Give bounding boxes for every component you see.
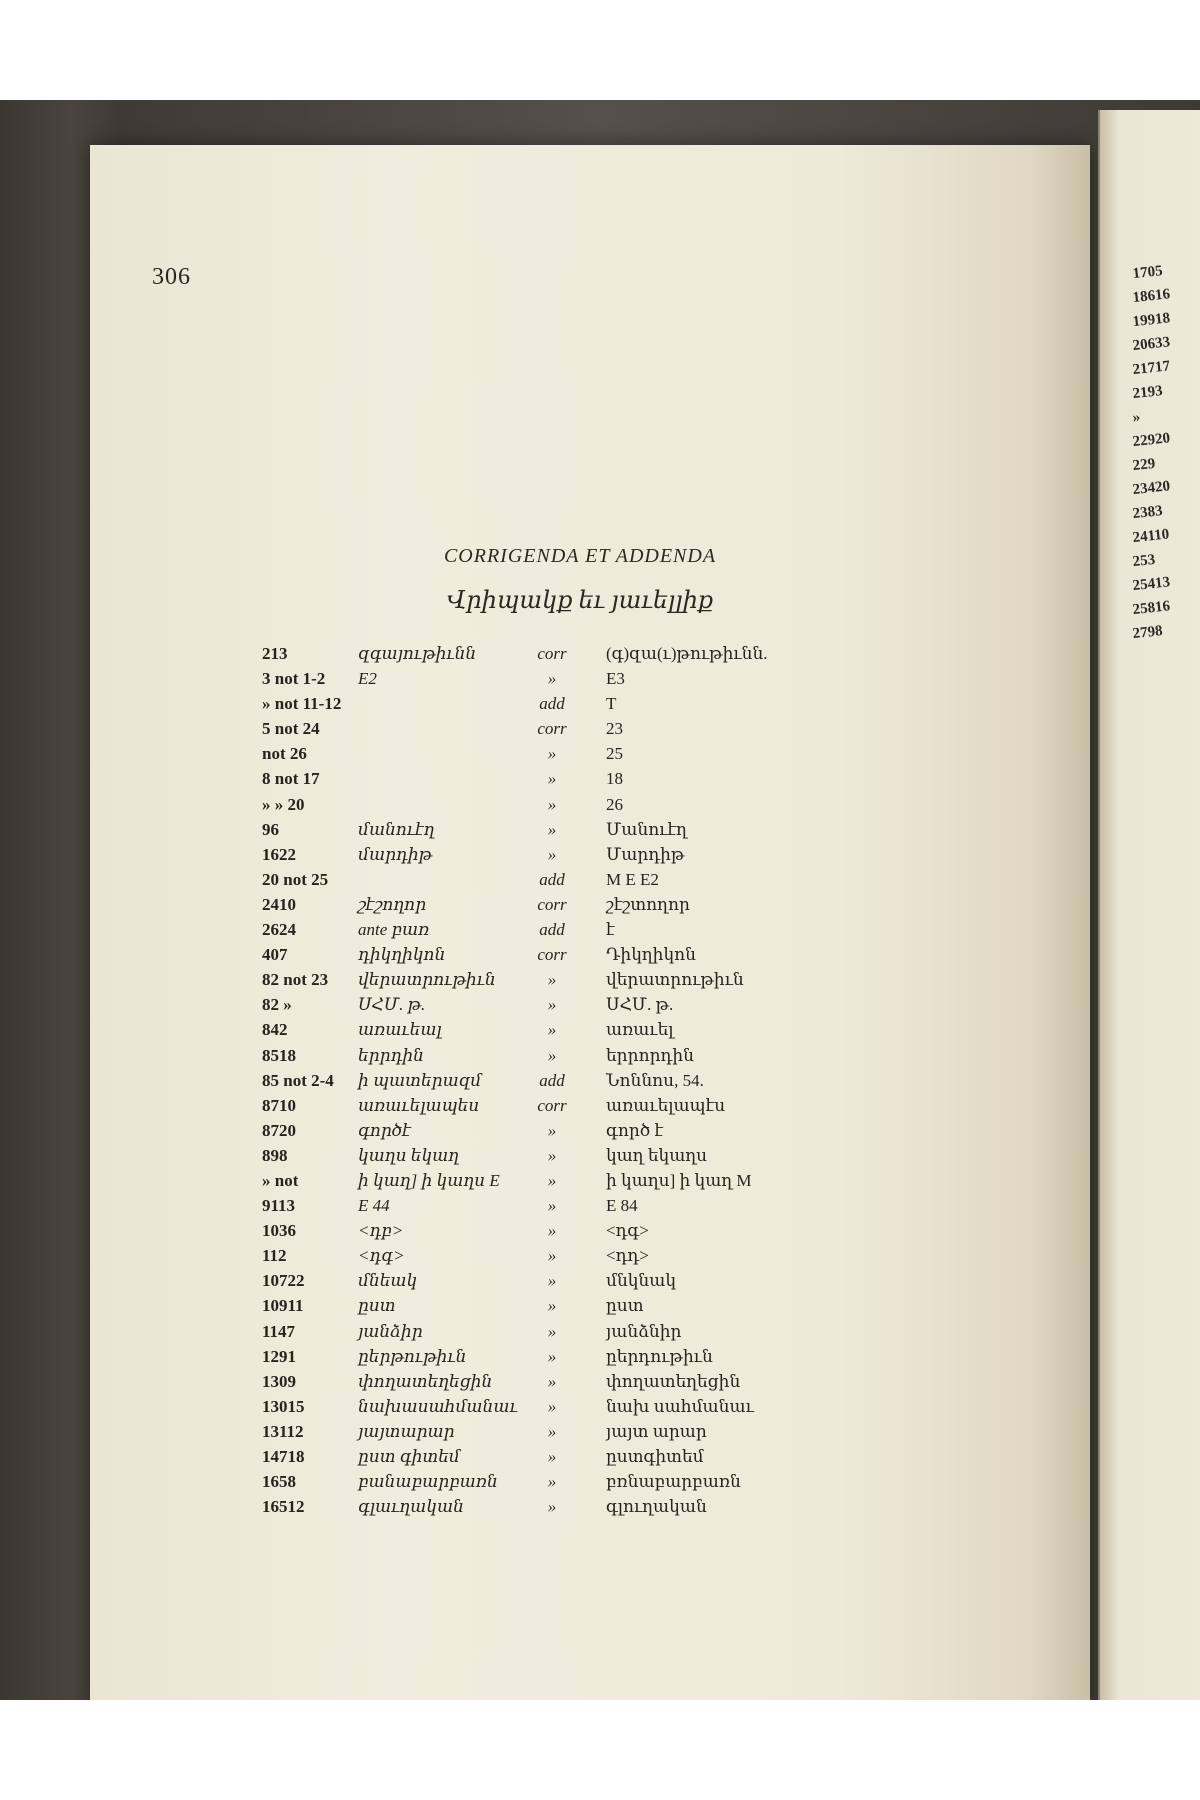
errata-row [262, 970, 802, 995]
errata-correction: փողատեղեցին [606, 1371, 741, 1391]
errata-row [262, 719, 802, 744]
facing-page-number: 25413 [1131, 574, 1171, 595]
errata-action: add [539, 1070, 565, 1090]
errata-wrong: կաղս եկաղ [358, 1145, 460, 1165]
errata-action: add [539, 920, 565, 940]
errata-wrong: վերատրութիւն [358, 970, 496, 990]
errata-location: 82 » [262, 995, 292, 1015]
errata-correction: նախ սահմանաւ [606, 1396, 754, 1416]
errata-location: 1291 [262, 1346, 296, 1366]
errata-action: » [547, 1221, 557, 1241]
errata-correction: M E E2 [606, 869, 659, 889]
errata-row [262, 1171, 802, 1196]
errata-row [262, 895, 802, 920]
errata-row [262, 1071, 802, 1096]
errata-correction: գլուղական [606, 1497, 707, 1517]
errata-correction: բռնաբարբառն [606, 1472, 741, 1492]
errata-row [262, 1020, 802, 1045]
errata-correction: ՍՀՄ. թ. [606, 995, 674, 1015]
errata-location: 1658 [262, 1472, 296, 1492]
errata-wrong: ըերթութիւն [358, 1346, 467, 1366]
errata-action: » [547, 1246, 557, 1266]
errata-correction: երրորդին [606, 1045, 694, 1065]
errata-location: 1622 [262, 844, 296, 864]
errata-location: 8710 [262, 1095, 296, 1115]
errata-row [262, 945, 802, 970]
errata-wrong: փողատեղեցին [358, 1371, 493, 1391]
errata-row [262, 1196, 802, 1221]
errata-wrong: E2 [358, 669, 377, 689]
errata-action: » [547, 1421, 557, 1441]
errata-location: 1147 [262, 1321, 296, 1341]
errata-wrong: յայտարար [358, 1421, 455, 1441]
errata-location: 1309 [262, 1371, 296, 1391]
facing-page-number: 2383 [1131, 503, 1164, 523]
errata-wrong: ի կաղ] ի կաղս E [358, 1170, 500, 1190]
facing-page-number: 20633 [1131, 334, 1171, 355]
errata-location: 8 not 17 [262, 769, 320, 789]
errata-wrong: նախասահմանաւ [358, 1396, 518, 1416]
errata-correction: շէշտողոր [606, 894, 690, 914]
errata-wrong: մանուէղ [358, 819, 435, 839]
errata-action: » [547, 1472, 557, 1492]
errata-action: » [547, 1271, 557, 1291]
errata-row [262, 1046, 802, 1071]
errata-correction: մնկնակ [606, 1271, 677, 1291]
errata-action: » [547, 1020, 557, 1040]
errata-location: 13112 [262, 1421, 304, 1441]
errata-row [262, 694, 802, 719]
errata-row [262, 870, 802, 895]
errata-correction: գործ է [606, 1120, 664, 1140]
errata-location: 407 [262, 945, 288, 965]
errata-location: 842 [262, 1020, 288, 1040]
errata-action: » [547, 970, 557, 990]
facing-page-number: 23420 [1131, 478, 1171, 499]
errata-wrong: E 44 [358, 1196, 390, 1216]
errata-action: corr [537, 719, 567, 739]
errata-row [262, 1146, 802, 1171]
errata-correction: E 84 [606, 1196, 638, 1216]
errata-row [262, 1096, 802, 1121]
errata-location: 20 not 25 [262, 869, 329, 889]
errata-row [262, 1397, 802, 1422]
errata-row [262, 1347, 802, 1372]
facing-page-number: 18616 [1131, 286, 1171, 307]
errata-correction: ըստգիտեմ [606, 1447, 704, 1466]
errata-action: corr [537, 644, 567, 663]
errata-row [262, 744, 802, 769]
errata-location: » not [262, 1170, 299, 1190]
errata-correction: 26 [606, 794, 623, 814]
errata-correction: T [606, 694, 617, 714]
errata-correction: ի կաղս] ի կաղ M [606, 1170, 752, 1190]
errata-action: corr [537, 945, 567, 965]
errata-action: » [547, 1321, 557, 1341]
errata-action: » [547, 844, 557, 864]
errata-location: » » 20 [262, 794, 305, 814]
errata-action: » [547, 1170, 557, 1190]
errata-location: 9113 [262, 1196, 296, 1216]
facing-page-number: » [1131, 409, 1142, 427]
errata-action: » [547, 669, 557, 689]
errata-wrong: մնեակ [358, 1271, 418, 1291]
errata-wrong: ՍՀՄ. թ. [358, 995, 426, 1015]
errata-location: 5 not 24 [262, 719, 320, 739]
errata-wrong: առաւելապես [358, 1095, 480, 1115]
facing-page-number: 21717 [1131, 358, 1171, 379]
errata-row [262, 1472, 802, 1497]
errata-row [262, 1497, 802, 1522]
errata-location: 2410 [262, 894, 296, 914]
errata-wrong: ante բառ [358, 920, 430, 940]
errata-location: 112 [262, 1246, 287, 1266]
errata-correction: առաւել [606, 1020, 674, 1040]
errata-location: 8720 [262, 1120, 296, 1140]
errata-row [262, 669, 802, 694]
errata-row [262, 1322, 802, 1347]
errata-row [262, 795, 802, 820]
errata-row [262, 845, 802, 870]
errata-action: » [547, 1045, 557, 1065]
errata-action: » [547, 1371, 557, 1391]
facing-page-number: 2798 [1131, 623, 1164, 643]
errata-location: 96 [262, 819, 279, 839]
errata-row [262, 920, 802, 945]
errata-action: » [547, 995, 557, 1015]
errata-location: not 26 [262, 744, 307, 764]
errata-row [262, 1246, 802, 1271]
errata-row [262, 1121, 802, 1146]
errata-wrong: զգայութիւնն [358, 644, 477, 663]
errata-correction: Դիկղիկոն [606, 945, 696, 965]
errata-action: corr [537, 894, 567, 914]
errata-list [262, 644, 802, 1522]
facing-page-number: 22920 [1131, 430, 1171, 451]
errata-correction: կաղ եկաղս [606, 1145, 708, 1165]
errata-wrong: ի պատերազմ [358, 1070, 482, 1090]
errata-action: add [539, 694, 565, 714]
errata-wrong: յանձիր [358, 1321, 423, 1341]
errata-correction: յանձնիր [606, 1321, 682, 1341]
errata-location: 82 not 23 [262, 970, 329, 990]
errata-correction: առաւելապէս [606, 1095, 726, 1115]
section-subtitle: Վրիպակք եւ յաւելլիք [446, 588, 714, 614]
facing-page-number: 2193 [1131, 383, 1164, 403]
errata-location: 10722 [262, 1271, 305, 1291]
errata-location: 10911 [262, 1296, 304, 1316]
facing-page-number: 25816 [1131, 598, 1171, 619]
errata-location: 213 [262, 644, 288, 663]
errata-action: » [547, 794, 557, 814]
errata-action: » [547, 1120, 557, 1140]
errata-location: 898 [262, 1145, 288, 1165]
facing-page-number: 253 [1131, 551, 1156, 571]
errata-location: » not 11-12 [262, 694, 342, 714]
errata-location: 13015 [262, 1396, 305, 1416]
errata-action: » [547, 1447, 557, 1466]
errata-action: » [547, 744, 557, 764]
errata-action: » [547, 1296, 557, 1316]
errata-action: corr [537, 1095, 567, 1115]
errata-action: » [547, 1346, 557, 1366]
errata-location: 3 not 1-2 [262, 669, 326, 689]
errata-wrong: առաւեալ [358, 1020, 442, 1040]
errata-row [262, 1447, 802, 1472]
errata-correction: <դգ> [606, 1221, 649, 1241]
errata-row [262, 1221, 802, 1246]
facing-page-numbers [1133, 263, 1193, 647]
errata-correction: <դդ> [606, 1246, 649, 1266]
errata-correction: Մանուէղ [606, 819, 687, 839]
errata-correction: 23 [606, 719, 623, 739]
errata-correction: E3 [606, 669, 625, 689]
errata-action: » [547, 769, 557, 789]
errata-row [262, 995, 802, 1020]
errata-location: 85 not 2-4 [262, 1070, 334, 1090]
errata-correction: (գ)զա(ւ)թութիւնն. [606, 644, 768, 663]
errata-location: 8518 [262, 1045, 296, 1065]
facing-page-number: 19918 [1131, 310, 1171, 331]
errata-wrong: գործէ [358, 1120, 411, 1140]
facing-page-number: 229 [1131, 455, 1156, 475]
errata-location: 1036 [262, 1221, 296, 1241]
errata-row [262, 1271, 802, 1296]
errata-location: 16512 [262, 1497, 305, 1517]
errata-wrong: գլաւղական [358, 1497, 464, 1517]
errata-action: » [547, 1497, 557, 1517]
errata-action: » [547, 1196, 557, 1216]
errata-correction: 25 [606, 744, 623, 764]
errata-location: 14718 [262, 1447, 305, 1466]
facing-page-number: 24110 [1131, 526, 1171, 547]
errata-action: » [547, 1396, 557, 1416]
errata-correction: ըերդութիւն [606, 1346, 713, 1366]
errata-wrong: երրդին [358, 1045, 424, 1065]
errata-wrong: բանաբարբառն [358, 1472, 498, 1492]
errata-correction: Նոննոս, 54. [606, 1070, 704, 1090]
errata-correction: Մարդիթ [606, 844, 685, 864]
facing-page-number: 1705 [1131, 263, 1164, 283]
errata-action: » [547, 819, 557, 839]
errata-wrong: <դբ> [358, 1221, 404, 1241]
errata-row [262, 820, 802, 845]
errata-wrong: դիկղիկոն [358, 945, 446, 965]
section-title: CORRIGENDA ET ADDENDA [443, 545, 717, 567]
errata-wrong: <դգ> [358, 1246, 405, 1266]
errata-correction: 18 [606, 769, 623, 789]
errata-wrong: ըստ գիտեմ [358, 1447, 460, 1466]
errata-wrong: ըստ [358, 1296, 396, 1316]
page-number: 306 [152, 264, 191, 290]
errata-correction: է [606, 920, 615, 940]
errata-row [262, 1296, 802, 1321]
errata-location: 2624 [262, 920, 296, 940]
errata-row [262, 1422, 802, 1447]
errata-row [262, 769, 802, 794]
errata-correction: վերատրութիւն [606, 970, 744, 990]
errata-action: » [547, 1145, 557, 1165]
errata-wrong: մարդիթ [358, 844, 433, 864]
errata-wrong: շէշողոր [358, 894, 427, 914]
errata-row [262, 644, 802, 669]
errata-correction: յայտ արար [606, 1421, 707, 1441]
errata-correction: ըստ [606, 1296, 644, 1316]
errata-row [262, 1372, 802, 1397]
errata-action: add [539, 869, 565, 889]
